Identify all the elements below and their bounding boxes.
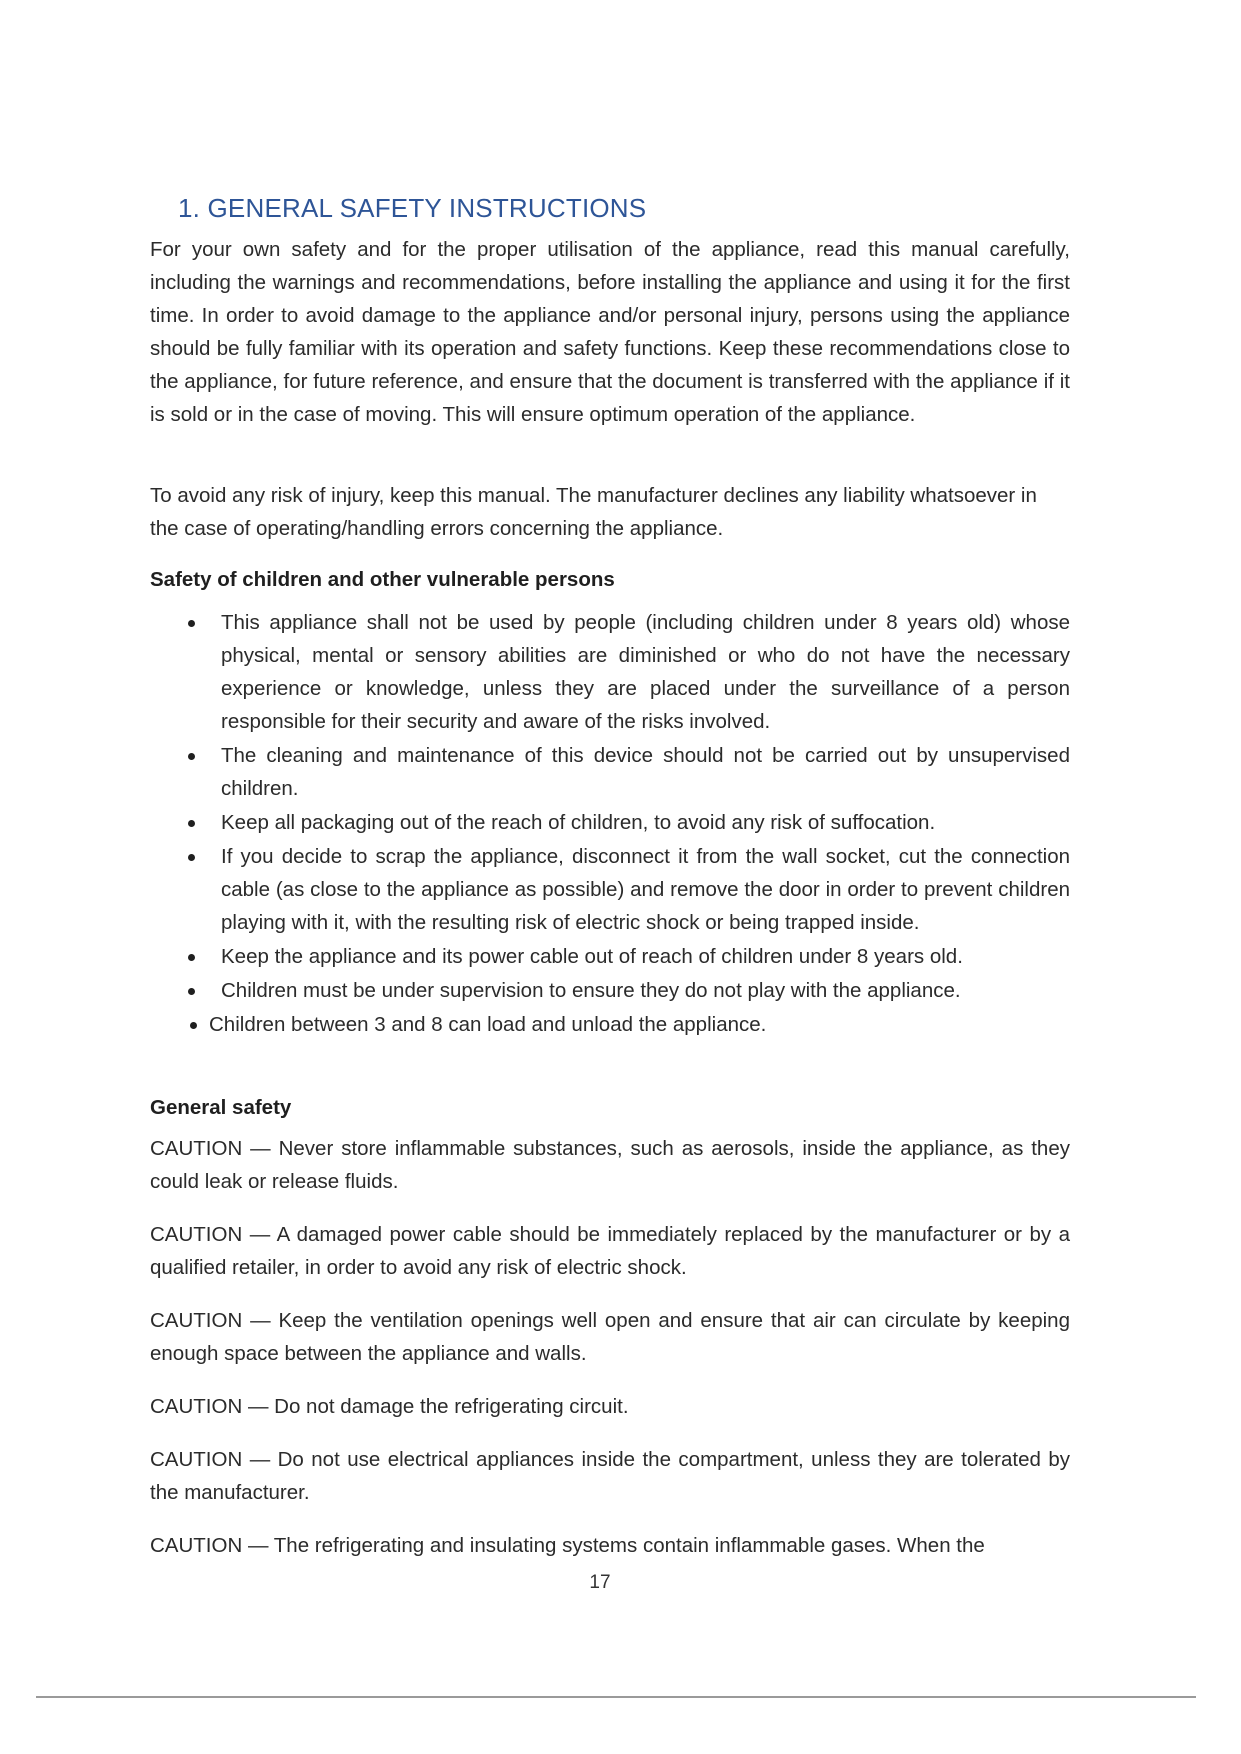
page-number: 17 (589, 1572, 611, 1593)
list-item: Children must be under supervision to ensure they do not play with the appliance. (150, 974, 1070, 1007)
list-item: This appliance shall not be used by people (including children under 8 years old) whose physical, mental or sensory abilities are diminished or who do not have the necessary experience or knowledge, unless they are placed under the surveillance of a person responsible for their security and aware of the risks involved. (150, 606, 1070, 738)
caution-paragraph: CAUTION — Do not use electrical appliances inside the compartment, unless they are tolerated by the manufacturer. (150, 1448, 1070, 1504)
bullet-icon (188, 820, 195, 827)
caution-paragraph: CAUTION — The refrigerating and insulating systems contain inflammable gases. When the (150, 1534, 985, 1557)
bullet-icon (188, 854, 195, 861)
list-item: Children between 3 and 8 can load and unload the appliance. (150, 1008, 1070, 1041)
caution-paragraph: CAUTION — Keep the ventilation openings well open and ensure that air can circulate by keeping enough space between the appliance and walls. (150, 1309, 1070, 1365)
bullet-icon (190, 1022, 197, 1029)
bullet-icon (188, 988, 195, 995)
bullet-icon (188, 753, 195, 760)
liability-paragraph: To avoid any risk of injury, keep this manual. The manufacturer declines any liability whatsoever in the case of operating/handling errors concerning the appliance. (150, 484, 1037, 540)
bottom-divider (36, 1696, 1196, 1698)
list-item: Keep all packaging out of the reach of children, to avoid any risk of suffocation. (150, 806, 1070, 839)
children-safety-list (150, 606, 1070, 1042)
intro-paragraph: For your own safety and for the proper utilisation of the appliance, read this manual carefully, including the warnings and recommendations, before installing the appliance and using it for the first time. In order to avoid damage to the appliance and/or personal injury, persons using the appliance should be fully familiar with its operation and safety functions. Keep these recommendations close to the appliance, for future reference, and ensure that the document is transferred with the appliance if it is sold or in the case of moving. This will ensure optimum operation of the appliance. (150, 238, 1070, 426)
general-safety-heading: General safety (150, 1096, 292, 1119)
section-heading: 1. GENERAL SAFETY INSTRUCTIONS (178, 193, 647, 223)
caution-paragraph: CAUTION — Do not damage the refrigerating circuit. (150, 1395, 629, 1418)
list-item: The cleaning and maintenance of this device should not be carried out by unsupervised children. (150, 739, 1070, 805)
bullet-icon (188, 954, 195, 961)
bullet-icon (188, 620, 195, 627)
caution-paragraph: CAUTION — Never store inflammable substances, such as aerosols, inside the appliance, as they could leak or release fluids. (150, 1137, 1070, 1193)
list-item: Keep the appliance and its power cable out of reach of children under 8 years old. (150, 940, 1070, 973)
children-safety-heading: Safety of children and other vulnerable persons (150, 568, 615, 591)
list-item: If you decide to scrap the appliance, disconnect it from the wall socket, cut the connection cable (as close to the appliance as possible) and remove the door in order to prevent children playing with it, with the resulting risk of electric shock or being trapped inside. (150, 840, 1070, 939)
caution-paragraph: CAUTION — A damaged power cable should be immediately replaced by the manufacturer or by a qualified retailer, in order to avoid any risk of electric shock. (150, 1223, 1070, 1279)
